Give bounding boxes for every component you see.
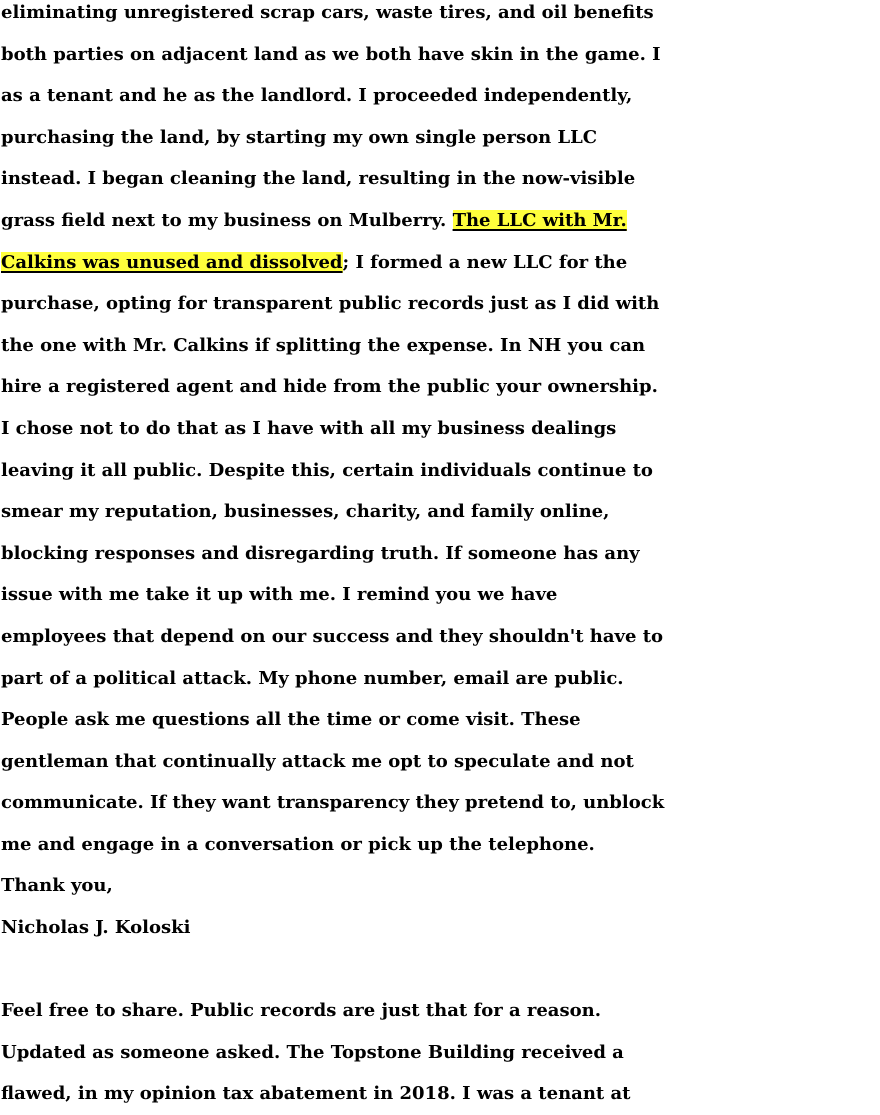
body-line-4: purchasing the land, by starting my own single person LLC — [1, 126, 598, 148]
body-line-10: hire a registered agent and hide from the public your ownership. — [1, 376, 658, 398]
highlighted-text-part-1: The LLC with Mr. — [452, 209, 627, 231]
body-line-16: employees that depend on our success and they shouldn't have to — [1, 625, 664, 647]
body-line-14: blocking responses and disregarding truth. If someone has any — [1, 542, 640, 564]
body-line-19: gentleman that continually attack me opt to speculate and not — [1, 750, 634, 772]
signature: Nicholas J. Koloski — [1, 917, 191, 939]
body-line-3: as a tenant and he as the landlord. I proceeded independently, — [1, 85, 633, 107]
body-line-11: I chose not to do that as I have with all my business dealings — [1, 417, 617, 439]
body-line-7 — [0, 242, 880, 284]
body-line-2: both parties on adjacent land as we both have skin in the game. I — [1, 43, 661, 65]
body-line-17: part of a political attack. My phone number, email are public. — [1, 667, 624, 689]
body-line-5: instead. I began cleaning the land, resulting in the now-visible — [1, 168, 636, 190]
body-line-6 — [0, 200, 880, 242]
body-line-7-text: ; I formed a new LLC for the — [342, 251, 628, 273]
body-line-8: purchase, opting for transparent public records just as I did with — [1, 293, 660, 315]
body-line-18: People ask me questions all the time or come visit. These — [1, 709, 581, 731]
paragraph-spacer — [0, 949, 880, 991]
body-line-20: communicate. If they want transparency they pretend to, unblock — [1, 792, 665, 814]
body-line-6-text: grass field next to my business on Mulberry. — [1, 209, 453, 231]
body-line-13: smear my reputation, businesses, charity, and family online, — [1, 501, 610, 523]
body-line-15: issue with me take it up with me. I remind you we have — [1, 584, 558, 606]
highlighted-text-part-2: Calkins was unused and dissolved — [1, 251, 343, 273]
closing: Thank you, — [1, 875, 113, 897]
body-line-12: leaving it all public. Despite this, certain individuals continue to — [1, 459, 653, 481]
postscript-line-3: flawed, in my opinion tax abatement in 2018. I was a tenant at — [1, 1083, 631, 1105]
body-line-21: me and engage in a conversation or pick up the telephone. — [1, 833, 595, 855]
body-line-9: the one with Mr. Calkins if splitting the expense. In NH you can — [1, 334, 646, 356]
postscript-line-1: Feel free to share. Public records are just that for a reason. — [1, 1000, 601, 1022]
body-line-1: eliminating unregistered scrap cars, waste tires, and oil benefits — [1, 2, 654, 23]
postscript-line-2: Updated as someone asked. The Topstone Building received a — [1, 1041, 624, 1063]
